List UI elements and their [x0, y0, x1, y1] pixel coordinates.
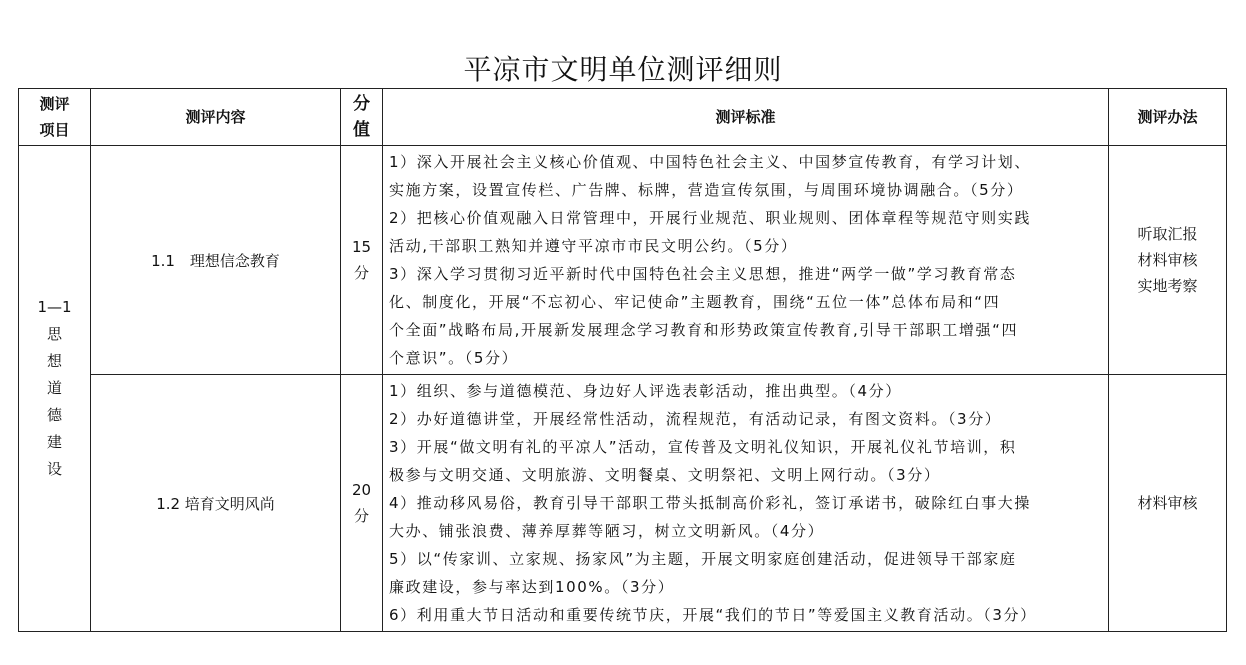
method-line: 实地考察 — [1137, 277, 1198, 295]
method-line: 听取汇报 — [1137, 225, 1198, 243]
score-cell: 20 分 — [341, 375, 383, 632]
header-item: 测评 项目 — [19, 89, 91, 146]
header-score: 分 值 — [341, 89, 383, 146]
method-cell — [1109, 375, 1227, 632]
category-text: 德 — [46, 406, 62, 424]
table-row — [19, 375, 1227, 632]
header-standard: 测评标准 — [383, 89, 1109, 146]
standard-line: 个全面”战略布局,开展新发展理念学习教育和形势政策宣传教育,引导干部职工增强“四 — [389, 321, 1019, 339]
category-text: 建 — [46, 433, 62, 451]
standard-cell — [383, 375, 1109, 632]
standard-line: 2）把核心价值观融入日常管理中，开展行业规范、职业规则、团体章程等规范守则实践 — [389, 209, 1031, 227]
standard-line: 6）利用重大节日活动和重要传统节庆，开展“我们的节日”等爱国主义教育活动。（3分） — [389, 606, 1037, 624]
header-row — [19, 89, 1227, 146]
method-line: 材料审核 — [1137, 251, 1198, 269]
category-text: 道 — [46, 379, 62, 397]
standard-line: 3）深入学习贯彻习近平新时代中国特色社会主义思想，推进“两学一做”学习教育常态 — [389, 265, 1017, 283]
standard-line: 3）开展“做文明有礼的平凉人”活动，宣传普及文明礼仪知识，开展礼仪礼节培训，积 — [389, 438, 1017, 456]
standard-line: 1）组织、参与道德模范、身边好人评选表彰活动，推出典型。（4分） — [389, 382, 902, 400]
header-method: 测评办法 — [1109, 89, 1227, 146]
category-text: 思 — [46, 325, 62, 343]
standard-line: 5）以“传家训、立家规、扬家风”为主题，开展文明家庭创建活动，促进领导干部家庭 — [389, 550, 1017, 568]
category-cell — [19, 146, 91, 632]
evaluation-table — [18, 88, 1227, 632]
standard-line: 大办、铺张浪费、薄养厚葬等陋习，树立文明新风。（4分） — [389, 522, 825, 540]
method-cell — [1109, 146, 1227, 375]
standard-line: 2）办好道德讲堂，开展经常性活动，流程规范，有活动记录，有图文资料。（3分） — [389, 410, 1002, 428]
content-cell: 1.2 培育文明风尚 — [91, 375, 341, 632]
method-line: 材料审核 — [1137, 494, 1198, 512]
standard-line: 4）推动移风易俗，教育引导干部职工带头抵制高价彩礼，签订承诺书，破除红白事大操 — [389, 494, 1031, 512]
category-text: 想 — [46, 352, 62, 370]
category-text: 1—1 — [37, 298, 72, 316]
standard-line: 廉政建设，参与率达到100%。（3分） — [389, 578, 675, 596]
standard-line: 1）深入开展社会主义核心价值观、中国特色社会主义、中国梦宣传教育，有学习计划、 — [389, 153, 1031, 171]
content-cell: 1.1 理想信念教育 — [91, 146, 341, 375]
category-text: 设 — [46, 460, 62, 478]
table-row — [19, 146, 1227, 375]
score-cell: 15 分 — [341, 146, 383, 375]
standard-line: 活动,干部职工熟知并遵守平凉市市民文明公约。（5分） — [389, 237, 798, 255]
standard-line: 极参与文明交通、文明旅游、文明餐桌、文明祭祀、文明上网行动。（3分） — [389, 466, 941, 484]
standard-line: 个意识”。（5分） — [389, 349, 519, 367]
standard-line: 化、制度化，开展“不忘初心、牢记使命”主题教育，围绕“五位一体”总体布局和“四 — [389, 293, 1001, 311]
header-content: 测评内容 — [91, 89, 341, 146]
standard-cell — [383, 146, 1109, 375]
standard-line: 实施方案，设置宣传栏、广告牌、标牌，营造宣传氛围，与周围环境协调融合。（5分） — [389, 181, 1024, 199]
page-title: 平凉市文明单位测评细则 — [463, 53, 783, 86]
